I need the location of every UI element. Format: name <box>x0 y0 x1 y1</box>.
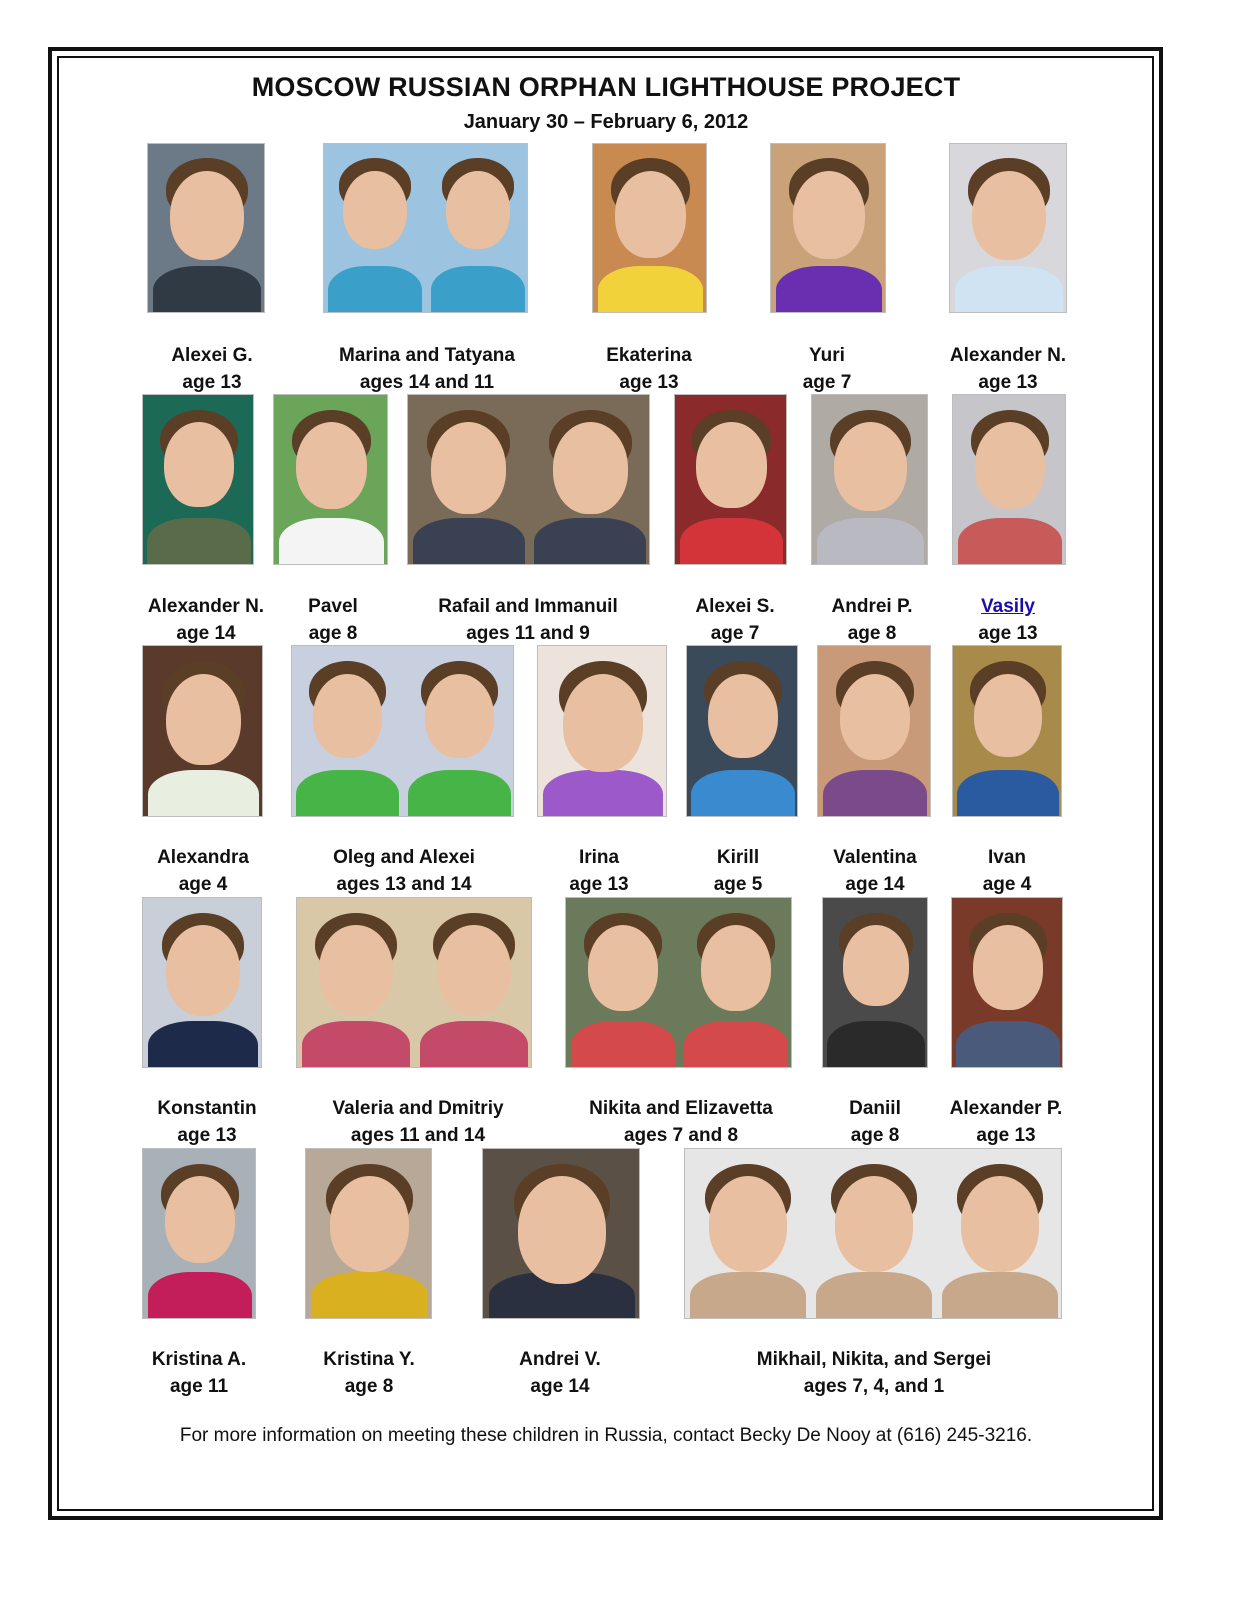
photo-face <box>313 674 382 758</box>
child-age: age 13 <box>182 372 242 393</box>
child-age: age 13 <box>619 372 679 393</box>
photo-clothing <box>148 770 259 817</box>
child-photo <box>273 394 388 565</box>
photo-clothing <box>148 1021 258 1068</box>
child-photo <box>296 897 532 1068</box>
child-caption <box>152 1346 246 1400</box>
child-photo <box>811 394 928 565</box>
photo-face <box>793 171 865 259</box>
child-age: age 13 <box>569 874 629 895</box>
photo-face <box>164 422 233 507</box>
child-name: Daniil <box>849 1098 901 1119</box>
child-age: age 13 <box>978 623 1038 644</box>
child-photo <box>684 1148 1062 1319</box>
child-name: Rafail and Immanuil <box>438 596 618 617</box>
child-caption <box>950 342 1066 396</box>
child-photo <box>952 394 1066 565</box>
photo-clothing <box>955 266 1064 313</box>
child-photo <box>147 143 265 313</box>
child-photo <box>952 645 1062 817</box>
child-photo <box>674 394 787 565</box>
photo-face <box>972 171 1045 260</box>
child-name: Irina <box>578 847 620 868</box>
photo-face <box>835 1176 913 1271</box>
child-caption <box>950 1095 1063 1149</box>
child-photo <box>822 897 928 1068</box>
photo-clothing <box>420 1021 529 1068</box>
child-name: Ivan <box>987 847 1027 868</box>
child-name: Alexander N. <box>147 596 265 617</box>
photo-clothing <box>827 1021 925 1068</box>
child-caption <box>308 593 358 647</box>
child-age: age 11 <box>169 1376 229 1397</box>
child-photo <box>951 897 1063 1068</box>
page-title: MOSCOW RUSSIAN ORPHAN LIGHTHOUSE PROJECT <box>251 72 961 102</box>
child-name: Pavel <box>308 596 358 617</box>
child-caption <box>978 593 1037 647</box>
child-age: age 5 <box>713 874 763 895</box>
child-name: Valeria and Dmitriy <box>332 1098 504 1119</box>
child-caption <box>983 844 1032 898</box>
child-name: Yuri <box>809 345 845 366</box>
photo-clothing <box>147 518 250 565</box>
child-caption <box>323 1346 415 1400</box>
child-age: ages 11 and 9 <box>466 623 590 644</box>
child-photo <box>686 645 798 817</box>
photo-face <box>961 1176 1039 1271</box>
child-photo <box>142 1148 256 1319</box>
photo-clothing <box>328 266 422 313</box>
child-caption <box>332 1095 503 1149</box>
photo-clothing <box>408 770 511 817</box>
child-name: Alexander N. <box>949 345 1067 366</box>
photo-face <box>437 925 510 1014</box>
child-caption <box>569 844 628 898</box>
photo-face <box>701 925 771 1011</box>
photo-face <box>166 674 241 766</box>
photo-clothing <box>816 1272 932 1319</box>
photo-face <box>840 674 911 760</box>
photo-clothing <box>148 1272 253 1319</box>
child-age: age 13 <box>976 1125 1036 1146</box>
photo-face <box>330 1176 409 1272</box>
photo-clothing <box>691 770 794 817</box>
photo-clothing <box>571 1021 675 1068</box>
photo-face <box>319 925 392 1014</box>
child-caption <box>339 342 515 396</box>
child-photo <box>291 645 514 817</box>
photo-face <box>708 674 777 759</box>
child-name: Kirill <box>716 847 760 868</box>
child-caption <box>171 342 252 396</box>
photo-face <box>834 422 907 510</box>
photo-clothing <box>823 770 928 817</box>
photo-clothing <box>957 770 1058 817</box>
child-caption <box>519 1346 601 1400</box>
child-age: age 7 <box>802 372 852 393</box>
photo-face <box>518 1176 606 1283</box>
photo-clothing <box>543 770 663 817</box>
child-caption <box>333 844 475 898</box>
child-name: Alexei S. <box>695 596 775 617</box>
child-name: Valentina <box>833 847 917 868</box>
child-age: ages 11 and 14 <box>350 1125 486 1146</box>
child-photo <box>142 645 263 817</box>
child-age: age 4 <box>178 874 228 895</box>
child-age: age 14 <box>176 623 236 644</box>
photo-clothing <box>413 518 525 565</box>
child-caption <box>157 1095 256 1149</box>
child-age: age 4 <box>982 874 1032 895</box>
child-caption <box>148 593 264 647</box>
contact-footer: For more information on meeting these children in Russia, contact Becky De Nooy at (616) 245-3216. <box>179 1425 1033 1446</box>
child-name: Kristina Y. <box>323 1349 415 1370</box>
child-name: Nikita and Elizavetta <box>589 1098 773 1119</box>
child-name: Alexander P. <box>949 1098 1063 1119</box>
child-name: Konstantin <box>157 1098 257 1119</box>
child-name: Andrei P. <box>831 596 913 617</box>
photo-clothing <box>302 1021 411 1068</box>
photo-face <box>296 422 367 509</box>
child-photo <box>770 143 886 313</box>
photo-clothing <box>296 770 399 817</box>
photo-face <box>446 171 510 249</box>
child-caption <box>849 1095 901 1149</box>
child-age: age 8 <box>308 623 358 644</box>
child-caption <box>157 844 249 898</box>
child-age: age 14 <box>530 1376 590 1397</box>
child-age: age 7 <box>710 623 760 644</box>
child-name: Kristina A. <box>151 1349 247 1370</box>
child-caption <box>833 844 916 898</box>
child-name: Oleg and Alexei <box>333 847 475 868</box>
photo-clothing <box>680 518 784 565</box>
child-caption <box>695 593 774 647</box>
child-photo <box>817 645 931 817</box>
child-age: ages 7 and 8 <box>623 1125 739 1146</box>
photo-clothing <box>817 518 925 565</box>
child-name: Mikhail, Nikita, and Sergei <box>756 1349 992 1370</box>
photo-clothing <box>279 518 385 565</box>
photo-clothing <box>598 266 704 313</box>
photo-face <box>843 925 909 1005</box>
photo-clothing <box>153 266 262 313</box>
photo-face <box>343 171 407 249</box>
photo-face <box>431 422 506 514</box>
photo-face <box>973 925 1042 1010</box>
event-dates: January 30 – February 6, 2012 <box>463 111 749 133</box>
photo-face <box>425 674 494 758</box>
child-photo <box>305 1148 432 1319</box>
child-age: age 13 <box>177 1125 237 1146</box>
photo-clothing <box>690 1272 806 1319</box>
photo-clothing <box>958 518 1063 565</box>
child-age: age 8 <box>344 1376 394 1397</box>
child-photo <box>142 394 254 565</box>
photo-clothing <box>942 1272 1058 1319</box>
photo-clothing <box>311 1272 428 1319</box>
photo-clothing <box>684 1021 788 1068</box>
child-caption <box>606 342 692 396</box>
child-caption <box>589 1095 773 1149</box>
child-name: Marina and Tatyana <box>339 345 515 366</box>
child-name: Alexei G. <box>171 345 253 366</box>
child-photo <box>537 645 667 817</box>
child-name-link[interactable]: Vasily <box>981 596 1035 617</box>
child-caption <box>832 593 913 647</box>
child-photo <box>482 1148 640 1319</box>
child-caption <box>714 844 763 898</box>
photo-clothing <box>956 1021 1059 1068</box>
photo-face <box>563 674 644 772</box>
child-age: age 13 <box>978 372 1038 393</box>
photo-clothing <box>776 266 883 313</box>
photo-clothing <box>431 266 525 313</box>
child-photo <box>142 897 262 1068</box>
photo-face <box>975 422 1046 508</box>
photo-face <box>166 925 240 1016</box>
child-caption <box>757 1346 991 1400</box>
photo-face <box>165 1176 236 1262</box>
child-photo <box>565 897 792 1068</box>
photo-face <box>974 674 1042 757</box>
child-age: ages 14 and 11 <box>359 372 495 393</box>
child-photo <box>407 394 650 565</box>
photo-clothing <box>534 518 646 565</box>
child-age: age 8 <box>847 623 897 644</box>
child-name: Alexandra <box>157 847 249 868</box>
child-caption <box>803 342 852 396</box>
child-photo <box>949 143 1067 313</box>
child-name: Ekaterina <box>606 345 692 366</box>
child-age: ages 13 and 14 <box>336 874 472 895</box>
photo-face <box>553 422 628 514</box>
child-photo <box>323 143 528 313</box>
child-photo <box>592 143 707 313</box>
child-age: age 8 <box>850 1125 900 1146</box>
child-age: ages 7, 4, and 1 <box>803 1376 945 1397</box>
child-name: Andrei V. <box>519 1349 601 1370</box>
photo-face <box>696 422 766 507</box>
photo-face <box>615 171 686 258</box>
child-age: age 14 <box>845 874 905 895</box>
photo-face <box>709 1176 787 1271</box>
photo-face <box>170 171 243 260</box>
photo-face <box>588 925 658 1011</box>
child-caption <box>438 593 617 647</box>
